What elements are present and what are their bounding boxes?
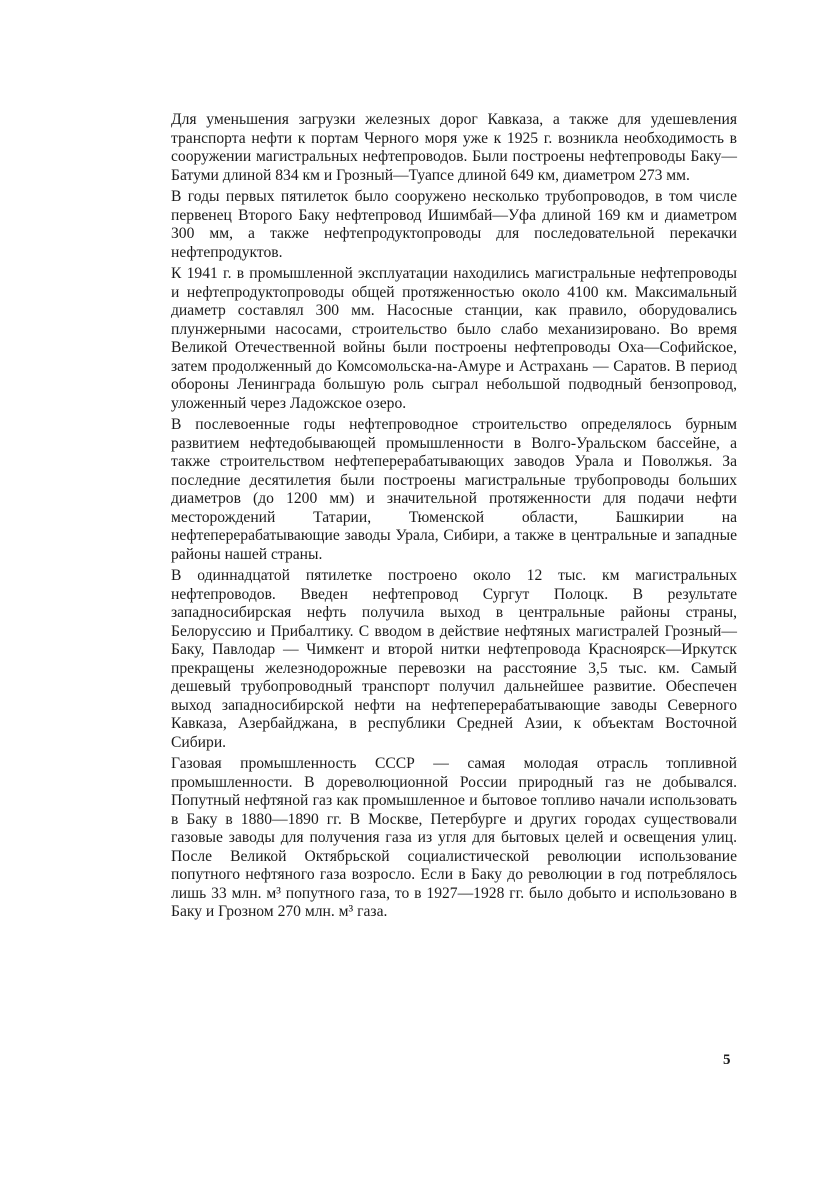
paragraph-1941: К 1941 г. в промышленной эксплуатации находились магистральные нефтепроводы и нефтепродуктопроводы общей протяженностью около 4100 км. Максимальный диаметр составлял 300 мм. Насосные станции, как правило, оборудовались плунжерными насосами, строительство было слабо механизировано. Во время Великой Отечественной войны были построены нефтепроводы Оха—Софийское, затем продолженный до Комсомольска-на-Амуре и Астрахань — Саратов. В период обороны Ленинграда большую роль сыграл небольшой подводный бензопровод, уложенный через Ладожское озеро. [171, 265, 737, 412]
paragraph-eleventh-five-year-plan: В одиннадцатой пятилетке построено около 12 тыс. км магистральных нефтепроводов. Введен нефтепровод Сургут Полоцк. В результате западносибирская нефть получила выход в центральные районы страны, Белоруссию и Прибалтику. С вводом в действие нефтяных магистралей Грозный—Баку, Павлодар — Чимкент и второй нитки нефтепровода Красноярск—Иркутск прекращены железнодорожные перевозки на расстояние 3,5 тыс. км. Самый дешевый трубопроводный транспорт получил дальнейшее развитие. Обеспечен выход западносибирской нефти на нефтеперерабатывающие заводы Северного Кавказа, Азербайджана, в республики Средней Азии, к объектам Восточной Сибири. [171, 567, 737, 751]
paragraph-five-year-plans: В годы первых пятилеток было сооружено несколько трубопроводов, в том числе первенец Второго Баку нефтепровод Ишимбай—Уфа длиной 169 км и диаметром 300 мм, а также нефтепродуктопроводы для последовательной перекачки нефтепродуктов. [171, 188, 737, 261]
paragraph-gas-industry: Газовая промышленность СССР — самая молодая отрасль топливной промышленности. В дореволюционной России природный газ не добывался. Попутный нефтяной газ как промышленное и бытовое топливо начали использовать в Баку в 1880—1890 гг. В Москве, Петербурге и других городах существовали газовые заводы для получения газа из угля для бытовых целей и освещения улиц. После Великой Октябрьской социалистической революции использование попутного нефтяного газа возросло. Если в Баку до революции в год потреблялось лишь 33 млн. м³ попутного газа, то в 1927—1928 гг. было добыто и использовано в Баку и Грозном 270 млн. м³ газа. [171, 755, 737, 920]
paragraph-postwar: В послевоенные годы нефтепроводное строительство определялось бурным развитием нефтедобывающей промышленности в Волго-Уральском бассейне, а также строительством нефтеперерабатывающих заводов Урала и Поволжья. За последние десятилетия были построены магистральные трубопроводы больших диаметров (до 1200 мм) и значительной протяженности для подачи нефти месторождений Татарии, Тюменской области, Башкирии на нефтеперерабатывающие заводы Урала, Сибири, а также в центральные и западные районы нашей страны. [171, 416, 737, 563]
paragraph-pipelines-1925: Для уменьшения загрузки железных дорог Кавказа, а также для удешевления транспорта нефти к портам Черного моря уже к 1925 г. возникла необходимость в сооружении магистральных нефтепроводов. Были построены нефтепроводы Баку—Батуми длиной 834 км и Грозный—Туапсе длиной 649 км, диаметром 273 мм. [171, 111, 737, 184]
page-number: 5 [723, 1052, 731, 1068]
body-text [171, 111, 737, 925]
